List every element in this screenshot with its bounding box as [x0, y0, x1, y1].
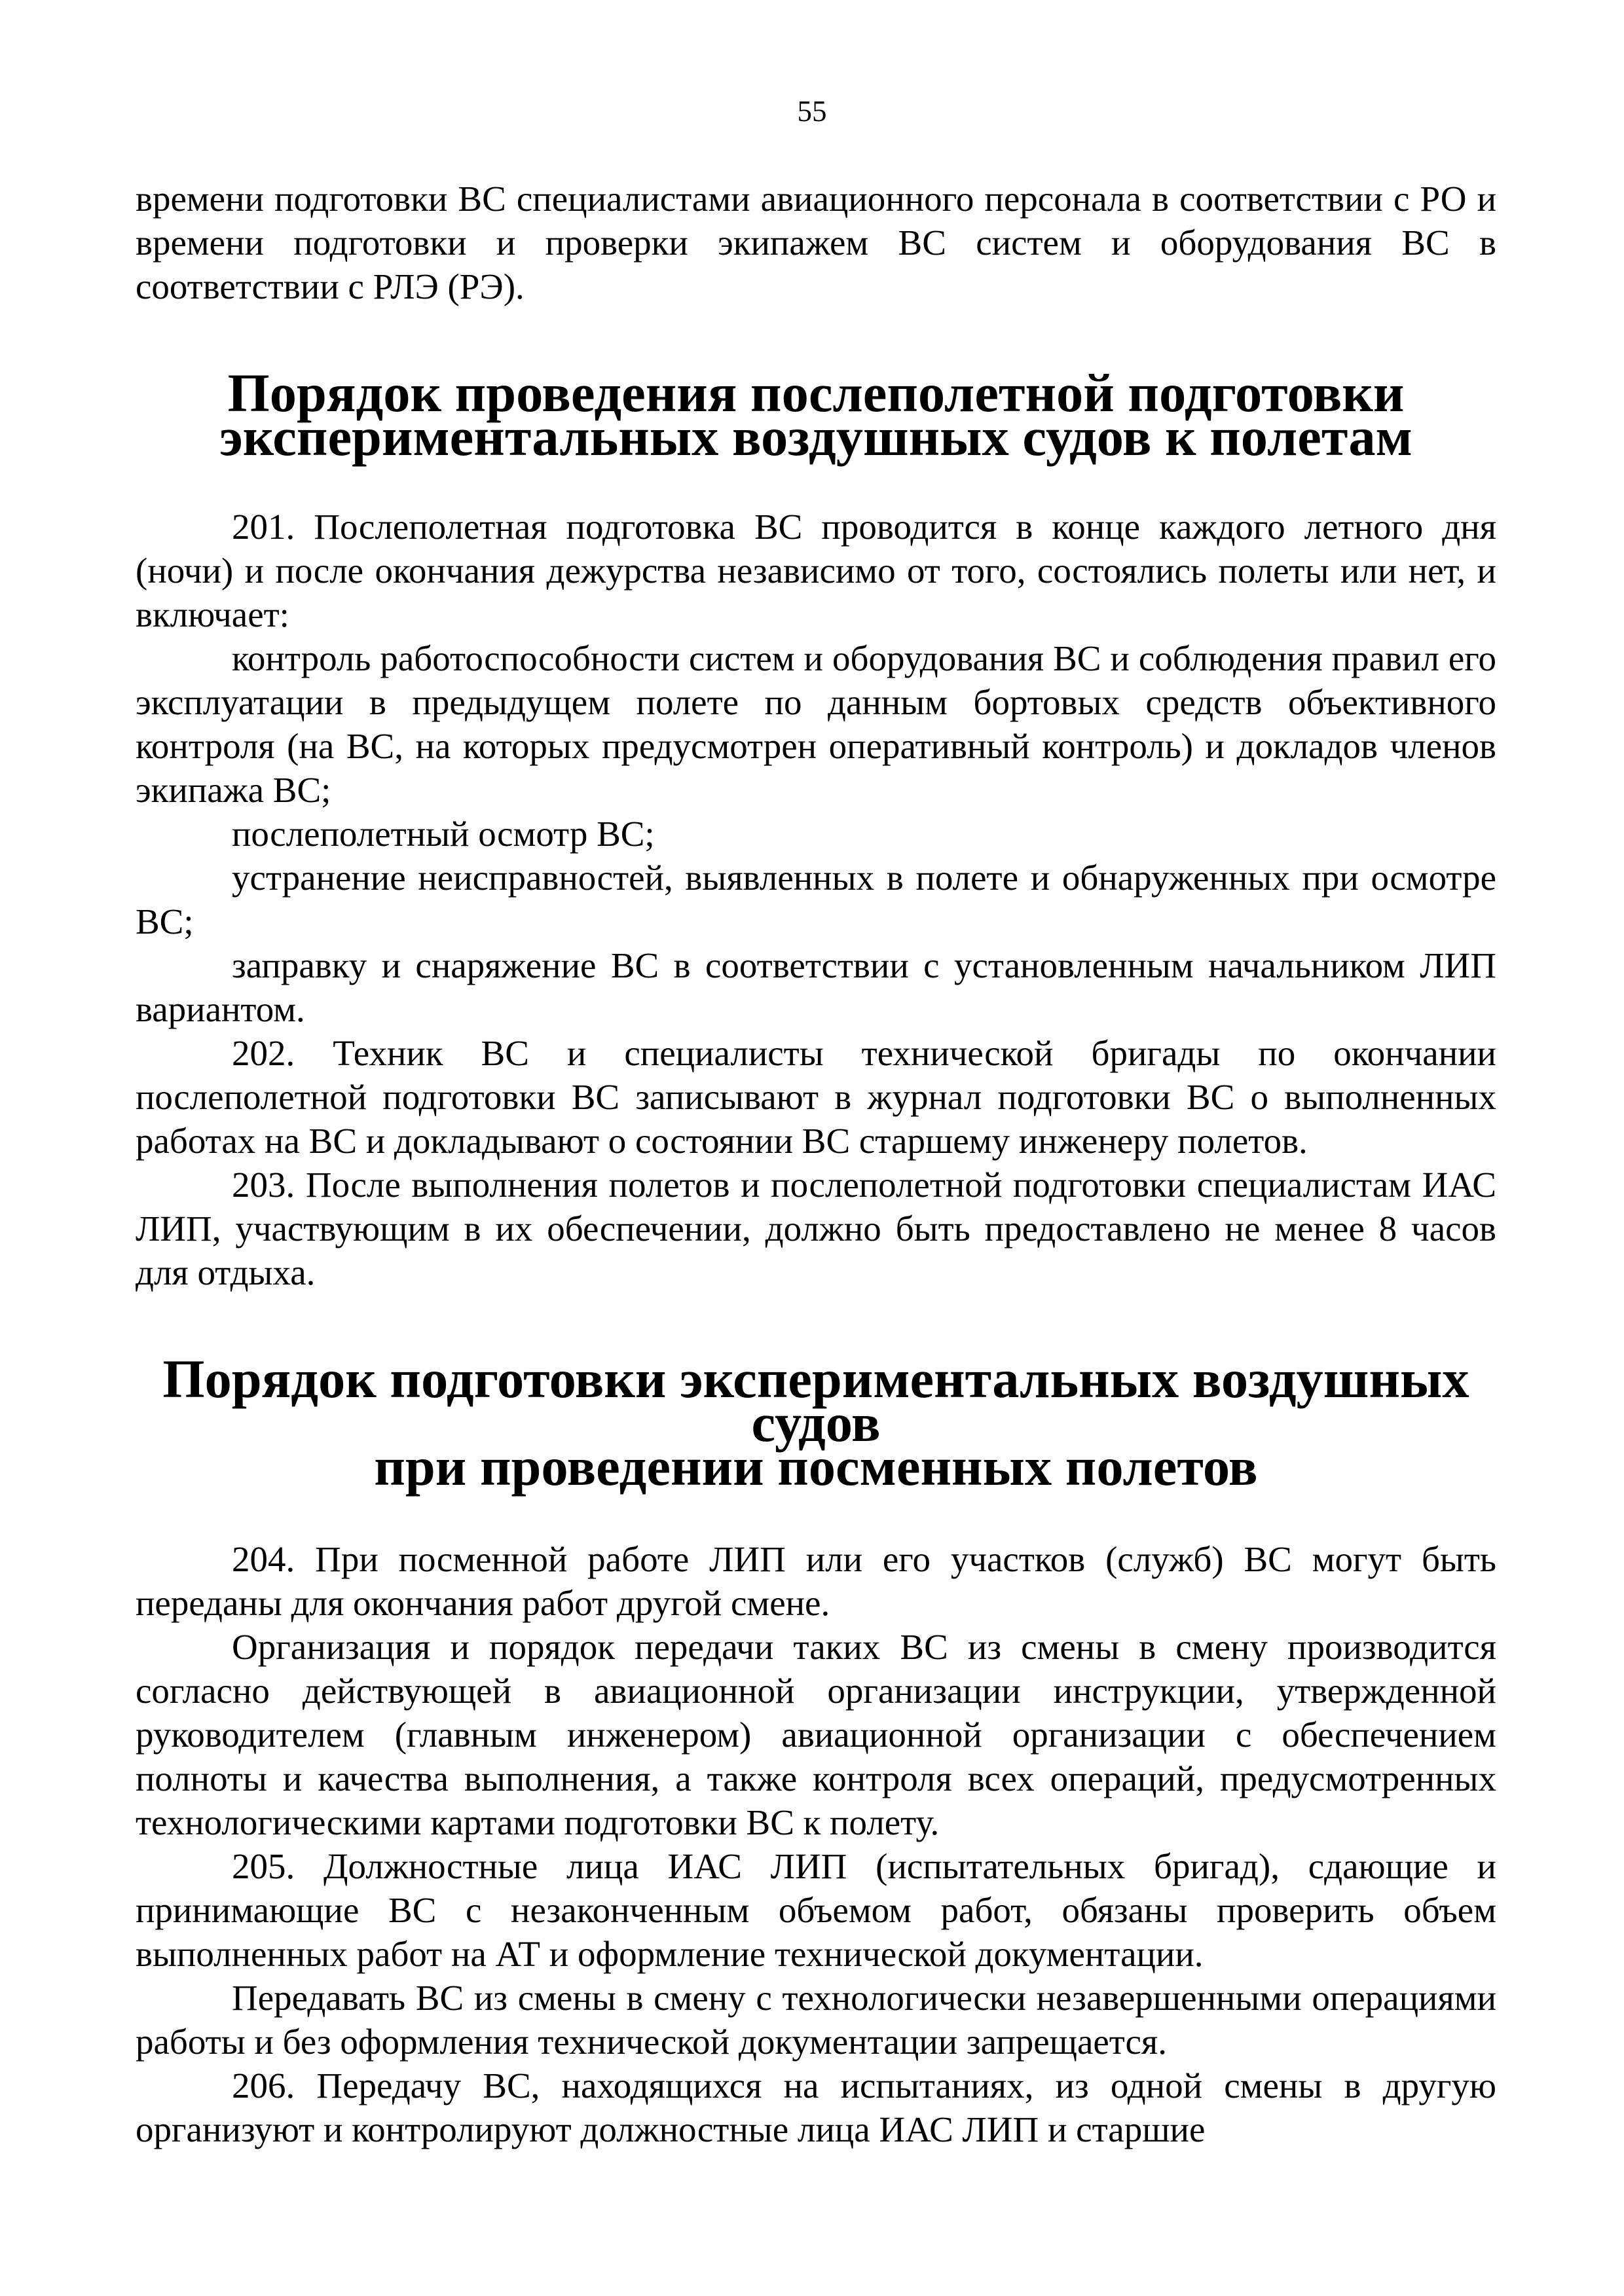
- heading-line: Порядок подготовки экспериментальных воздушных судов: [162, 1349, 1469, 1453]
- paragraph-organization: Организация и порядок передачи таких ВС из смены в смену производится согласно действующей в авиационной организации инструкции, утвержденной руководителем (главным инженером) авиационной организации с обеспечением полноты и качества выполнения, а также контроля всех операций, предусмотренных технологическими картами подготовки ВС к полету.: [136, 1627, 1496, 1842]
- paragraph-202: 202. Техник ВС и специалисты технической бригады по окончании послеполетной подготовки ВС записывают в журнал подготовки ВС о выполненных работах на ВС и докладывают о состоянии ВС старшему инженеру полетов.: [136, 1033, 1496, 1161]
- paragraph-204: 204. При посменной работе ЛИП или его участков (служб) ВС могут быть переданы для окончания работ другой смене.: [136, 1539, 1496, 1623]
- paragraph-205: 205. Должностные лица ИАС ЛИП (испытательных бригад), сдающие и принимающие ВС с незаконченным объемом работ, обязаны проверить объем выполненных работ на АТ и оформление технической документации.: [136, 1846, 1496, 1974]
- list-item-repair: устранение неисправностей, выявленных в полете и обнаруженных при осмотре ВС;: [136, 858, 1496, 941]
- list-item-control: контроль работоспособности систем и оборудования ВС и соблюдения правил его эксплуатации в предыдущем полете по данным бортовых средств объективного контроля (на ВС, на которых предусмотрен оперативный контроль) и докладов членов экипажа ВС;: [136, 638, 1496, 810]
- heading-line: Порядок проведения послеполетной подготовки: [227, 363, 1405, 423]
- page-content: [136, 177, 1496, 2151]
- section-heading-shift-flights: [136, 1349, 1496, 1497]
- paragraph-201: 201. Послеполетная подготовка ВС проводится в конце каждого летного дня (ночи) и после окончания дежурства независимо от того, состоялись полеты или нет, и включает:: [136, 507, 1496, 634]
- page-number: 55: [797, 95, 827, 128]
- list-item-inspection: послеполетный осмотр ВС;: [232, 814, 655, 854]
- heading-line: экспериментальных воздушных судов к полетам: [219, 407, 1412, 467]
- paragraph-prohibition: Передавать ВС из смены в смену с технологически незавершенными операциями работы и без оформления технической документации запрещается.: [136, 1978, 1496, 2062]
- list-item-refuel: заправку и снаряжение ВС в соответствии с установленным начальником ЛИП вариантом.: [136, 945, 1496, 1029]
- heading-line: при проведении посменных полетов: [374, 1436, 1258, 1497]
- paragraph-continued: времени подготовки ВС специалистами авиационного персонала в соответствии с РО и времени подготовки и проверки экипажем ВС систем и оборудования ВС в соответствии с РЛЭ (РЭ).: [136, 179, 1496, 306]
- paragraph-203: 203. После выполнения полетов и послеполетной подготовки специалистам ИАС ЛИП, участвующим в их обеспечении, должно быть предоставлено не менее 8 часов для отдыха.: [136, 1165, 1496, 1292]
- section-heading-postflight: [136, 363, 1496, 467]
- paragraph-206: 206. Передачу ВС, находящихся на испытаниях, из одной смены в другую организуют и контролируют должностные лица ИАС ЛИП и старшие: [136, 2066, 1496, 2149]
